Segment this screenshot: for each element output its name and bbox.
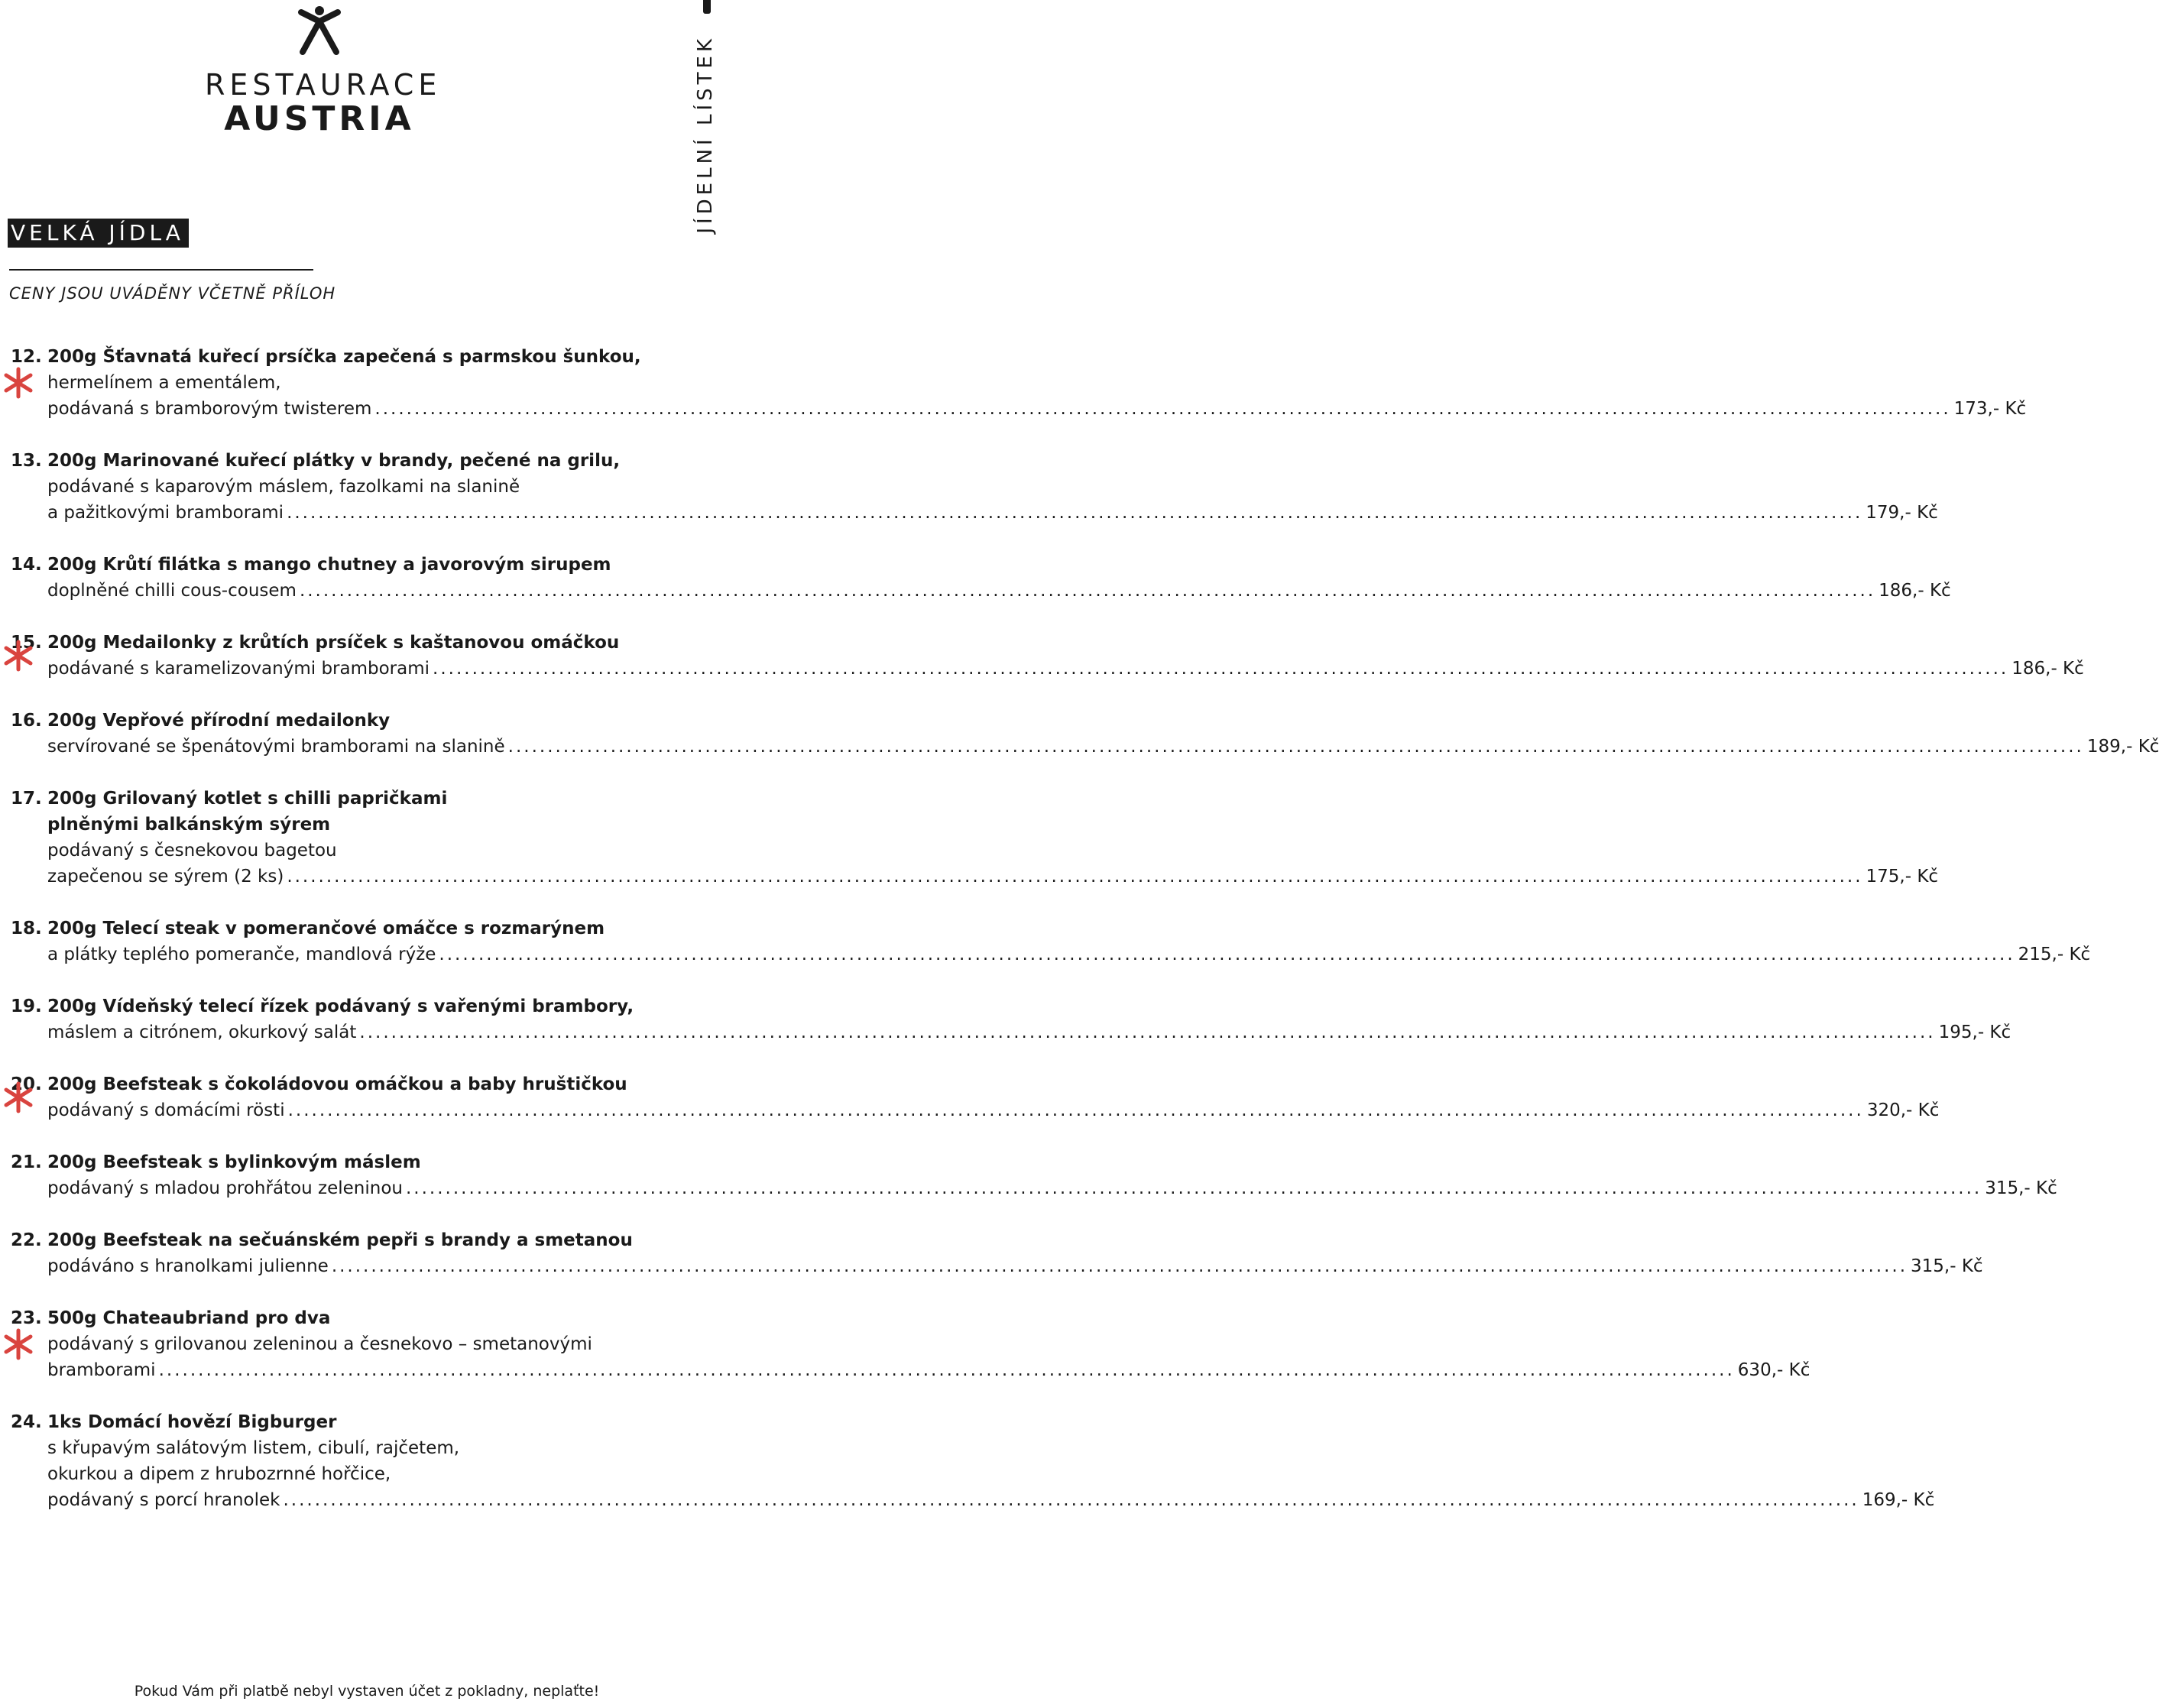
dot-leader: ........................................................................................................................................................................................................ (507, 737, 2084, 757)
side-tab-marker (703, 0, 711, 14)
menu-item-line (0, 734, 2159, 760)
menu-item-line (0, 708, 734, 734)
menu-item-text: 200g Beefsteak s čokoládovou omáčkou a baby hruštičkou (47, 1074, 627, 1094)
menu-item-line (0, 1097, 1940, 1123)
menu-item-price: 189,- Kč (2086, 737, 2159, 757)
menu-item-line (0, 993, 734, 1019)
side-tab (686, 0, 717, 234)
restaurant-logo (205, 6, 442, 138)
menu-item-number: 20. (11, 1074, 42, 1094)
menu-item-text: 1ks Domácí hovězí Bigburger (47, 1412, 337, 1432)
menu-item-price: 320,- Kč (1866, 1100, 1940, 1120)
menu-item-text: 200g Šťavnatá kuřecí prsíčka zapečená s parmskou šunkou, (47, 347, 641, 367)
menu-item-text: podávaný s porcí hranolek (47, 1490, 280, 1510)
menu-item-text: podávaný s česnekovou bagetou (47, 841, 337, 860)
menu-item-line (0, 942, 2091, 967)
menu-item-number: 21. (11, 1152, 42, 1172)
recommended-star-icon (2, 1081, 35, 1114)
star-logo-icon (297, 6, 342, 60)
menu-item-number: 24. (11, 1412, 42, 1432)
menu-item-line (0, 448, 734, 474)
menu-item-text: 200g Vepřové přírodní medailonky (47, 711, 391, 731)
menu-item-text: hermelínem a ementálem, (47, 373, 281, 393)
dot-leader: ........................................................................................................................................................................................................ (374, 399, 1951, 419)
dot-leader: ........................................................................................................................................................................................................ (287, 503, 1863, 523)
menu-item (0, 916, 2091, 967)
menu-item-text: bramborami (47, 1360, 156, 1380)
menu-item (0, 344, 2027, 422)
menu-item-text: zapečenou se sýrem (2 ks) (47, 867, 284, 886)
menu-item-price: 169,- Kč (1862, 1490, 1935, 1510)
logo-line-austria: AUSTRIA (224, 99, 415, 138)
menu-item-text: podávaná s bramborovým twisterem (47, 399, 372, 419)
footer-note: Pokud Vám při platbě nebyl vystaven účet z pokladny, neplaťte! (134, 1683, 600, 1700)
menu-item-line (0, 344, 734, 370)
menu-item-price: 195,- Kč (1938, 1023, 2012, 1042)
menu-item-line (0, 1175, 2057, 1201)
menu-item-line (0, 786, 734, 812)
menu-item-line (0, 1331, 734, 1357)
menu-item-line (0, 1435, 734, 1461)
menu-item-line (0, 1149, 734, 1175)
menu-item (0, 552, 1951, 604)
menu-item (0, 1227, 1983, 1279)
menu-item-text: a plátky teplého pomeranče, mandlová rýže (47, 945, 436, 964)
menu-item-line (0, 1409, 734, 1435)
menu-item-text: 200g Vídeňský telecí řízek podávaný s vařenými brambory, (47, 997, 634, 1016)
menu-item (0, 630, 2084, 682)
menu-item-text: okurkou a dipem z hrubozrnné hořčice, (47, 1464, 391, 1484)
menu-item-number: 22. (11, 1230, 42, 1250)
menu-item-line (0, 1461, 734, 1487)
menu-item-text: 200g Grilovaný kotlet s chilli papričkami (47, 789, 448, 809)
menu-item-text: podávané s kaparovým máslem, fazolkami na slanině (47, 477, 520, 497)
menu-item-price: 173,- Kč (1953, 399, 2027, 419)
menu-item-line (0, 552, 734, 578)
menu-item-line (0, 1227, 734, 1253)
section-divider (9, 269, 313, 271)
menu-item-price: 186,- Kč (1879, 581, 1951, 601)
menu-item-text: 500g Chateaubriand pro dva (47, 1308, 331, 1328)
menu-item-price: 315,- Kč (1911, 1256, 1983, 1276)
menu-item-number: 23. (11, 1308, 42, 1328)
menu-item-line (0, 1357, 1811, 1383)
menu-item-text: podávaný s grilovanou zeleninou a česnekovo – smetanovými (47, 1334, 592, 1354)
menu-item-number: 14. (11, 555, 42, 575)
recommended-star-icon (2, 639, 35, 673)
menu-item-price: 179,- Kč (1866, 503, 1938, 523)
menu-item-number: 19. (11, 997, 42, 1016)
menu-item-line (0, 1305, 734, 1331)
menu-item (0, 993, 2012, 1045)
dot-leader: ........................................................................................................................................................................................................ (331, 1256, 1908, 1276)
menu-item-text: podávaný s mladou prohřátou zeleninou (47, 1178, 403, 1198)
dot-leader: ........................................................................................................................................................................................................ (299, 581, 1876, 601)
menu-item-line (0, 1487, 1935, 1513)
menu-item-price: 175,- Kč (1866, 867, 1939, 886)
menu-item (0, 1409, 1935, 1513)
dot-leader: ........................................................................................................................................................................................................ (439, 945, 2015, 964)
recommended-star-icon (2, 1327, 35, 1361)
section-title: VELKÁ JÍDLA (8, 219, 189, 248)
menu-item-price: 630,- Kč (1737, 1360, 1811, 1380)
menu-item-line (0, 1071, 734, 1097)
menu-item-price: 215,- Kč (2018, 945, 2091, 964)
menu-item-line (0, 396, 2027, 422)
menu-item-number: 17. (11, 789, 42, 809)
menu-item-line (0, 1253, 1983, 1279)
menu-item-price: 186,- Kč (2012, 659, 2084, 679)
menu-item-text: podávaný s domácími rösti (47, 1100, 285, 1120)
menu-item-line (0, 630, 734, 656)
menu-item-line (0, 656, 2084, 682)
dot-leader: ........................................................................................................................................................................................................ (433, 659, 2009, 679)
menu-item (0, 708, 2159, 760)
menu-item-text: podávané s karamelizovanými bramborami (47, 659, 430, 679)
menu-item-line (0, 370, 734, 396)
logo-line-restaurace: RESTAURACE (205, 68, 442, 102)
menu-item-text: 200g Beefsteak na sečuánském pepři s brandy a smetanou (47, 1230, 633, 1250)
menu-item-text: s křupavým salátovým listem, cibulí, rajčetem, (47, 1438, 460, 1458)
menu-item-text: podáváno s hranolkami julienne (47, 1256, 329, 1276)
menu-item-text: a pažitkovými bramborami (47, 503, 284, 523)
menu-item-text: máslem a citrónem, okurkový salát (47, 1023, 357, 1042)
menu-item-number: 12. (11, 347, 42, 367)
dot-leader: ........................................................................................................................................................................................................ (158, 1360, 1735, 1380)
menu-item-text: 200g Krůtí filátka s mango chutney a javorovým sirupem (47, 555, 611, 575)
menu-items-list (0, 344, 2159, 1539)
menu-item-line (0, 474, 734, 500)
dot-leader: ........................................................................................................................................................................................................ (406, 1178, 1982, 1198)
menu-item (0, 1071, 1940, 1123)
menu-item-line (0, 838, 734, 864)
menu-item-line (0, 578, 1951, 604)
menu-item (0, 448, 1938, 526)
menu-item (0, 1149, 2057, 1201)
dot-leader: ........................................................................................................................................................................................................ (287, 1100, 1864, 1120)
recommended-star-icon (2, 366, 35, 400)
menu-item-number: 18. (11, 919, 42, 938)
dot-leader: ........................................................................................................................................................................................................ (283, 1490, 1859, 1510)
menu-item-text: 200g Marinované kuřecí plátky v brandy, pečené na grilu, (47, 451, 621, 471)
dot-leader: ........................................................................................................................................................................................................ (287, 867, 1863, 886)
menu-item (0, 786, 1939, 890)
menu-item-number: 13. (11, 451, 42, 471)
menu-item-text: servírované se špenátovými bramborami na slanině (47, 737, 505, 757)
menu-item-line (0, 812, 734, 838)
menu-item-number: 16. (11, 711, 42, 731)
menu-item-line (0, 864, 1939, 890)
menu-item-text: 200g Telecí steak v pomerančové omáčce s rozmarýnem (47, 919, 605, 938)
menu-item-number: 15. (11, 633, 42, 653)
price-note: CENY JSOU UVÁDĚNY VČETNĚ PŘÍLOH (9, 284, 336, 303)
menu-item-line (0, 916, 734, 942)
menu-item-text: 200g Medailonky z krůtích prsíček s kaštanovou omáčkou (47, 633, 620, 653)
menu-item-price: 315,- Kč (1985, 1178, 2057, 1198)
menu-item-text: 200g Beefsteak s bylinkovým máslem (47, 1152, 421, 1172)
dot-leader: ........................................................................................................................................................................................................ (359, 1023, 1936, 1042)
menu-item-line (0, 500, 1938, 526)
menu-item-text: plněnými balkánským sýrem (47, 815, 331, 835)
menu-item-line (0, 1019, 2012, 1045)
menu-item-text: doplněné chilli cous-cousem (47, 581, 297, 601)
side-tab-label: JÍDELNÍ LÍSTEK (694, 35, 717, 234)
menu-item (0, 1305, 1811, 1383)
